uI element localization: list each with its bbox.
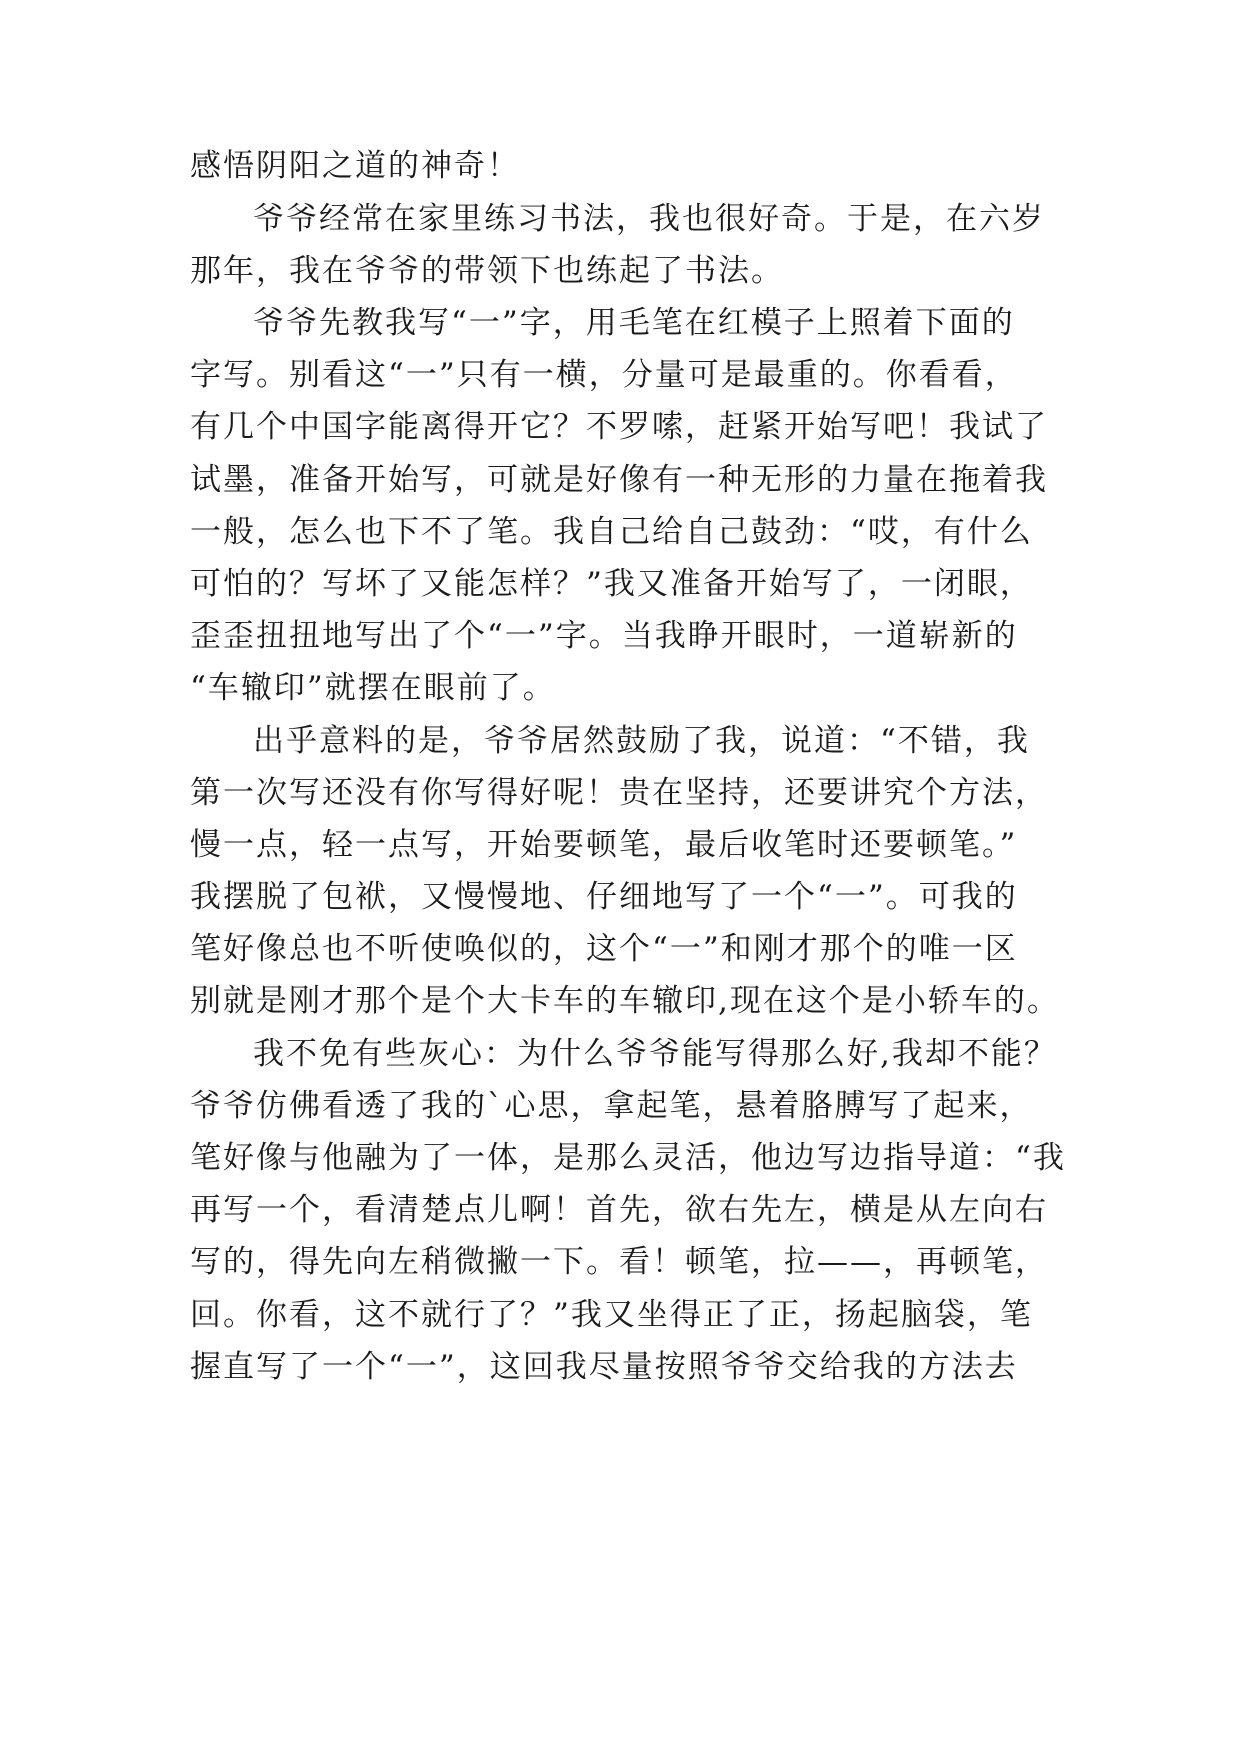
text-line: 回。你看，这不就行了？”我又坐得正了正，扬起脑袋，笔 [190, 1297, 1033, 1333]
paragraph-start-line: 出乎意料的是，爷爷居然鼓励了我，说道：“不错，我 [253, 723, 1030, 759]
text-line: 笔好像总也不听使唤似的，这个“一”和刚才那个的唯一区 [190, 931, 1018, 967]
text-line: 爷爷仿佛看透了我的`心思，拿起笔，悬着胳膊写了起来， [190, 1088, 1033, 1124]
text-line: “车辙印”就摆在眼前了。 [190, 670, 556, 706]
text-line: 字写。别看这“一”只有一横，分量可是最重的。你看看， [190, 357, 1018, 393]
text-line: 歪歪扭扭地写出了个“一”字。当我睁开眼时，一道崭新的 [190, 618, 1018, 654]
paragraph-start-line: 爷爷先教我写“一”字，用毛笔在红模子上照着下面的 [253, 305, 1015, 341]
text-line: 可怕的？写坏了又能怎样？”我又准备开始写了，一闭眼， [190, 566, 1033, 602]
paragraph-start-line: 我不免有些灰心：为什么爷爷能写得那么好,我却不能？ [253, 1036, 1057, 1072]
text-line: 第一次写还没有你写得好呢！贵在坚持，还要讲究个方法， [190, 775, 1048, 811]
text-line: 握直写了一个“一”，这回我尽量按照爷爷交给我的方法去 [190, 1349, 1018, 1385]
text-line: 有几个中国字能离得开它？不罗嗦，赶紧开始写吧！我试了 [190, 409, 1048, 445]
text-line: 笔好像与他融为了一体，是那么灵活，他边写边指导道：“我 [190, 1140, 1066, 1176]
text-line: 写的，得先向左稍微撇一下。看！顿笔，拉——，再顿笔， [190, 1244, 1048, 1280]
text-line: 一般，怎么也下不了笔。我自己给自己鼓劲：“哎，有什么 [190, 514, 1033, 550]
text-line: 再写一个，看清楚点儿啊！首先，欲右先左，横是从左向右 [190, 1192, 1048, 1228]
text-line: 慢一点，轻一点写，开始要顿笔，最后收笔时还要顿笔。” [190, 827, 1018, 863]
text-line: 那年，我在爷爷的带领下也练起了书法。 [190, 253, 784, 289]
paragraph-start-line: 爷爷经常在家里练习书法，我也很好奇。于是，在六岁 [253, 201, 1045, 237]
text-line: 试墨，准备开始写，可就是好像有一种无形的力量在拖着我 [190, 462, 1048, 498]
text-line: 感悟阴阳之道的神奇！ [190, 148, 520, 184]
text-line: 别就是刚才那个是个大卡车的车辙印,现在这个是小轿车的。 [190, 983, 1060, 1019]
text-line: 我摆脱了包袱，又慢慢地、仔细地写了一个“一”。可我的 [190, 879, 1018, 915]
